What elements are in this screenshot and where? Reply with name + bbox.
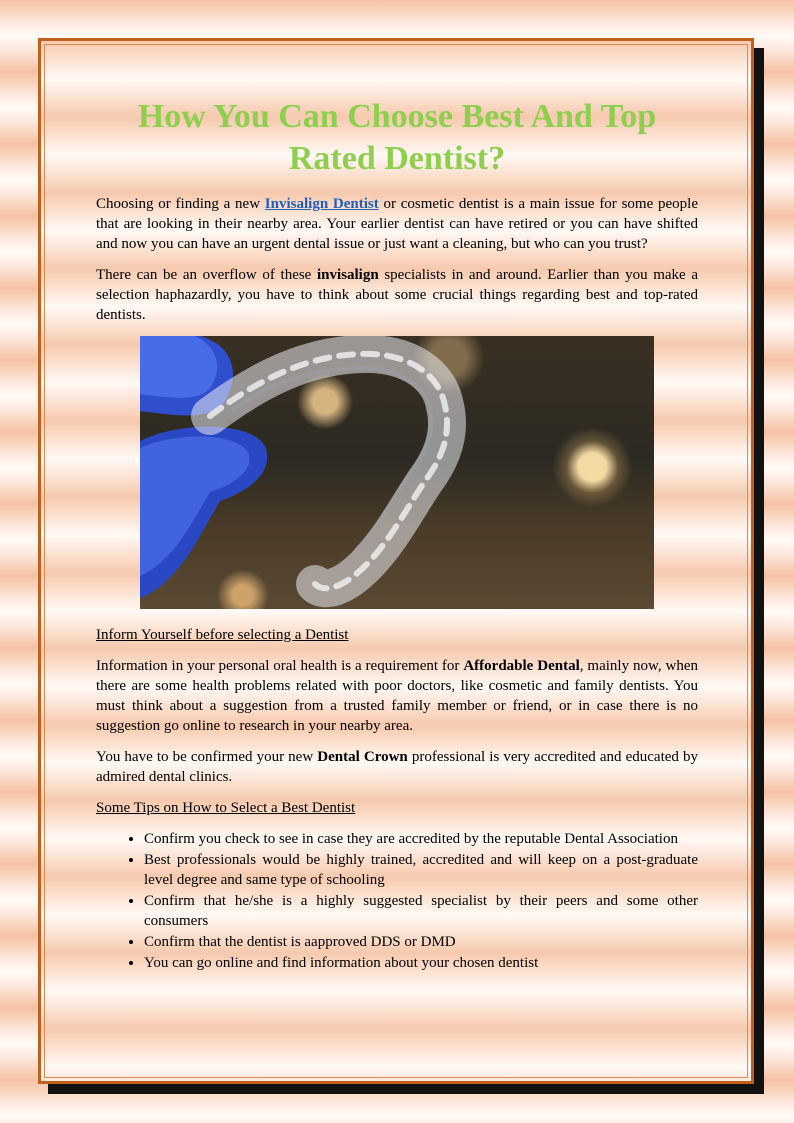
document-content: [96, 96, 698, 974]
invisalign-bold: invisalign: [316, 267, 379, 283]
s1-p1-text-a: Information in your personal oral health is a requirement for: [96, 658, 464, 674]
section1-paragraph-2: [96, 747, 698, 787]
intro-paragraph-1: [96, 194, 698, 254]
intro-paragraph-2: [96, 265, 698, 325]
tip-item: • You can go online and find information about your chosen dentist: [144, 953, 698, 973]
intro-p1-text-a: Choosing or finding a new: [96, 196, 265, 212]
tip-item: • Confirm that he/she is a highly suggested specialist by their peers and some other consumers: [144, 891, 698, 931]
glove-thumb-highlight-shape: [140, 436, 249, 576]
glove-finger-top-highlight-shape: [140, 336, 217, 398]
s1-p1-text-b: , mainly now, when there are some health problems related with poor doctors, like cosmetic and family dentists. You must think about a suggestion from a trusted family member or friend, or in case there is no suggestion go online to research in your nearby area.: [96, 658, 698, 734]
page-title: How You Can Choose Best And Top Rated Dentist?: [137, 98, 657, 177]
s1-p2-text-a: You have to be confirmed your new: [96, 749, 318, 765]
intro-p2-text-b: specialists in and around. Earlier than you make a selection haphazardly, you have to think about some crucial things regarding best and top-rated dentists.: [96, 267, 698, 323]
section-heading-inform: Inform Yourself before selecting a Dentist: [96, 627, 349, 643]
section1-paragraph-1: [96, 656, 698, 736]
tips-list: [96, 829, 698, 973]
aligner-illustration: [140, 336, 654, 609]
invisalign-aligner-photo: [140, 336, 654, 609]
invisalign-dentist-link[interactable]: Invisalign Dentist: [264, 196, 379, 212]
intro-p2-text-a: There can be an overflow of these: [96, 267, 317, 283]
tip-item: • Best professionals would be highly trained, accredited and will keep on a post-graduate level degree and same type of schooling: [144, 850, 698, 890]
section-heading-tips: Some Tips on How to Select a Best Dentist: [96, 800, 356, 816]
dental-crown-bold: Dental Crown: [317, 749, 408, 765]
intro-p1-text-b: or cosmetic dentist is a main issue for some people that are looking in their nearby area. Your earlier dentist can have retired or you can have shifted and now you can have an urgent dental issue or just want a cleaning, but who can you trust?: [96, 196, 698, 252]
tip-item: • Confirm that the dentist is aapproved DDS or DMD: [144, 932, 698, 952]
affordable-dental-bold: Affordable Dental: [463, 658, 580, 674]
s1-p2-text-b: professional is very accredited and educated by admired dental clinics.: [96, 749, 698, 785]
tip-item: • Confirm you check to see in case they are accredited by the reputable Dental Association: [144, 829, 698, 849]
